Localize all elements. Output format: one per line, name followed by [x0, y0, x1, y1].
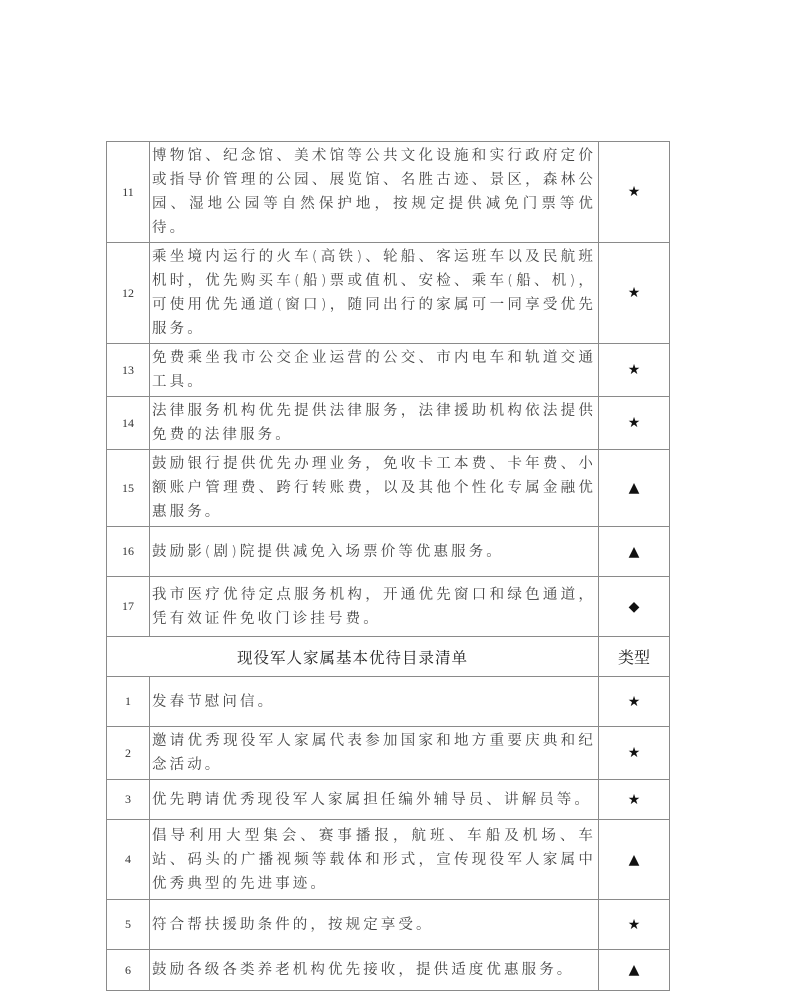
benefit-description: 法律服务机构优先提供法律服务，法律援助机构依法提供免费的法律服务。: [150, 397, 599, 450]
benefit-description: 鼓励影(剧)院提供减免入场票价等优惠服务。: [150, 527, 599, 577]
benefit-description: 倡导利用大型集会、赛事播报，航班、车船及机场、车站、码头的广播视频等载体和形式，宣传现役军人家属中优秀典型的先进事迹。: [150, 820, 599, 900]
star-icon: ★: [599, 142, 670, 243]
section-header-row: [107, 637, 670, 677]
table-row: [107, 950, 670, 991]
benefit-description: 乘坐境内运行的火车(高铁)、轮船、客运班车以及民航班机时，优先购买车(船)票或值机、安检、乘车(船、机)，可使用优先通道(窗口)，随同出行的家属可一同享受优先服务。: [150, 243, 599, 344]
table-row: [107, 344, 670, 397]
row-number: 13: [107, 344, 150, 397]
row-number: 1: [107, 677, 150, 727]
table-row: [107, 727, 670, 780]
star-icon: ★: [599, 780, 670, 820]
star-icon: ★: [599, 397, 670, 450]
type-column-header: 类型: [599, 637, 670, 677]
section-title: 现役军人家属基本优待目录清单: [107, 637, 599, 677]
benefit-description: 免费乘坐我市公交企业运营的公交、市内电车和轨道交通工具。: [150, 344, 599, 397]
row-number: 11: [107, 142, 150, 243]
table-row: [107, 820, 670, 900]
table-row: [107, 243, 670, 344]
diamond-icon: ◆: [599, 577, 670, 637]
row-number: 16: [107, 527, 150, 577]
row-number: 17: [107, 577, 150, 637]
benefit-description: 鼓励银行提供优先办理业务，免收卡工本费、卡年费、小额账户管理费、跨行转账费，以及其他个性化专属金融优惠服务。: [150, 450, 599, 527]
star-icon: ★: [599, 243, 670, 344]
benefit-description: 发春节慰问信。: [150, 677, 599, 727]
triangle-icon: ▲: [599, 820, 670, 900]
table-row: [107, 450, 670, 527]
table-row: [107, 900, 670, 950]
benefit-description: 符合帮扶援助条件的，按规定享受。: [150, 900, 599, 950]
row-number: 4: [107, 820, 150, 900]
table-row: [107, 527, 670, 577]
benefit-description: 优先聘请优秀现役军人家属担任编外辅导员、讲解员等。: [150, 780, 599, 820]
benefit-description: 鼓励各级各类养老机构优先接收，提供适度优惠服务。: [150, 950, 599, 991]
star-icon: ★: [599, 344, 670, 397]
star-icon: ★: [599, 677, 670, 727]
row-number: 14: [107, 397, 150, 450]
table-row: [107, 142, 670, 243]
table-row: [107, 677, 670, 727]
row-number: 5: [107, 900, 150, 950]
table-row: [107, 577, 670, 637]
triangle-icon: ▲: [599, 950, 670, 991]
benefit-description: 邀请优秀现役军人家属代表参加国家和地方重要庆典和纪念活动。: [150, 727, 599, 780]
star-icon: ★: [599, 727, 670, 780]
table-row: [107, 780, 670, 820]
row-number: 6: [107, 950, 150, 991]
row-number: 15: [107, 450, 150, 527]
triangle-icon: ▲: [599, 527, 670, 577]
row-number: 3: [107, 780, 150, 820]
triangle-icon: ▲: [599, 450, 670, 527]
benefit-description: 我市医疗优待定点服务机构，开通优先窗口和绿色通道，凭有效证件免收门诊挂号费。: [150, 577, 599, 637]
benefit-description: 博物馆、纪念馆、美术馆等公共文化设施和实行政府定价或指导价管理的公园、展览馆、名胜古迹、景区，森林公园、湿地公园等自然保护地，按规定提供减免门票等优待。: [150, 142, 599, 243]
star-icon: ★: [599, 900, 670, 950]
benefits-table: [106, 141, 670, 991]
row-number: 2: [107, 727, 150, 780]
row-number: 12: [107, 243, 150, 344]
table-row: [107, 397, 670, 450]
